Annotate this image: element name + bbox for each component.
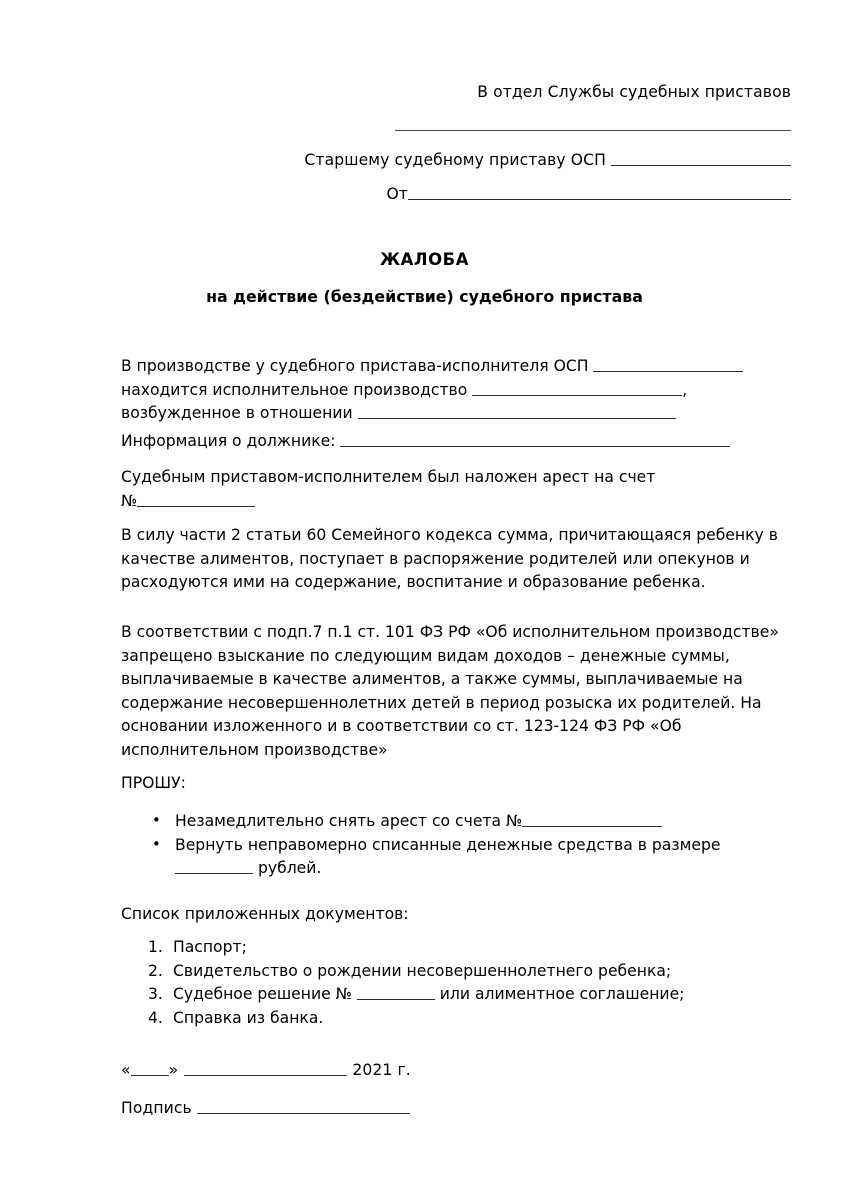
applicant-from-line [0,184,791,205]
signature-label: Подпись [121,1099,197,1117]
from-label: От [386,185,408,203]
attachment-number: 2. [148,961,163,980]
signature-blank[interactable] [197,1099,410,1114]
date-day-blank[interactable] [131,1061,169,1076]
paragraph-proceedings [121,355,791,426]
date-year: 2021 г. [347,1061,411,1079]
attachments-heading: Список приложенных документов: [121,905,409,923]
list-item [148,936,788,960]
proceedings-against-blank[interactable] [358,404,676,419]
document-subtitle: на действие (бездействие) судебного пристава [206,287,643,306]
proceedings-case-blank[interactable] [472,380,682,395]
account-arrest-line-2 [121,490,791,514]
attachment-text-suffix: или алиментное соглашение; [434,985,685,1003]
list-item [152,834,792,881]
addressee-department-line: В отдел Службы судебных приставов [477,83,791,101]
addressee-blank-rule[interactable] [395,130,791,131]
account-arrest-line-1: Судебным приставом-исполнителем был наложен арест на счет [121,468,656,486]
date-month-blank[interactable] [184,1061,347,1076]
proceedings-line-1 [121,355,791,379]
proceedings-comma: , [682,380,688,399]
from-blank[interactable] [408,185,791,200]
attachment-text: Судебное решение № [173,985,357,1003]
attachment-number: 4. [148,1008,163,1027]
attachment-number: 3. [148,985,163,1003]
paragraph-debtor-info [121,430,791,454]
debtor-info-blank[interactable] [340,432,730,447]
attachment-text: Справка из банка. [173,1008,324,1027]
senior-bailiff-label: Старшему судебному приставу ОСП [304,151,611,169]
request-text-2: Вернуть неправомерно списанные денежные средства в размере [175,835,721,854]
list-item [152,810,792,834]
signature-line [121,1098,410,1119]
request-amount-blank[interactable] [175,859,253,874]
attachments-list [148,936,788,1030]
proceedings-text-b: находится исполнительное производство [121,380,473,399]
document-title: ЖАЛОБА [379,250,470,269]
request-list [152,810,792,881]
list-item [148,983,788,1007]
paragraph-enforcement-law: В соответствии с подп.7 п.1 ст. 101 ФЗ РФ «Об исполнительном производстве» запрещено взыскание по следующим видам доходов – денежные суммы, выплачиваемые в качестве алиментов, а также суммы, выплачиваемые на содержание несовершеннолетних детей в период розыска их родителей. На основании изложенного и в соответствии со ст. 123-124 ФЗ РФ «Об исполнительном производстве» [121,623,779,759]
date-close-quote: » [168,1061,179,1079]
request-account-blank[interactable] [522,812,662,827]
date-line [121,1060,411,1081]
attachment-number: 1. [148,938,163,956]
date-open-quote: « [121,1061,131,1079]
proceedings-text-a: В производстве у судебного пристава-исполнителя ОСП [121,357,594,375]
attachment-text: Свидетельство о рождении несовершеннолетнего ребенка; [173,961,672,980]
request-text-1: Незамедлительно снять арест со счета № [175,812,523,830]
proceedings-osp-blank[interactable] [593,357,743,372]
list-item [148,960,788,984]
proceedings-line-3 [121,402,791,426]
list-item [148,1007,788,1031]
debtor-info-line [121,430,791,454]
senior-bailiff-line [0,150,791,171]
account-number-label: № [121,491,138,510]
proceedings-text-c: возбужденное в отношении [121,404,358,422]
request-text-2-suffix: рублей. [253,859,322,877]
account-number-blank[interactable] [137,491,255,506]
paragraph-family-code: В силу части 2 статьи 60 Семейного кодекса сумма, причитающаяся ребенку в качестве алиментов, поступает в распоряжение родителей или опекунов и расходуются ими на содержание, воспитание и образование ребенка. [121,526,778,591]
paragraph-account-arrest [121,466,791,513]
attachment-text: Паспорт; [173,938,247,956]
proceedings-line-2 [121,379,791,403]
debtor-info-label: Информация о должнике: [121,432,341,450]
senior-bailiff-blank[interactable] [611,151,791,166]
attachment-decision-blank[interactable] [357,985,435,1000]
request-heading: ПРОШУ: [121,774,186,792]
